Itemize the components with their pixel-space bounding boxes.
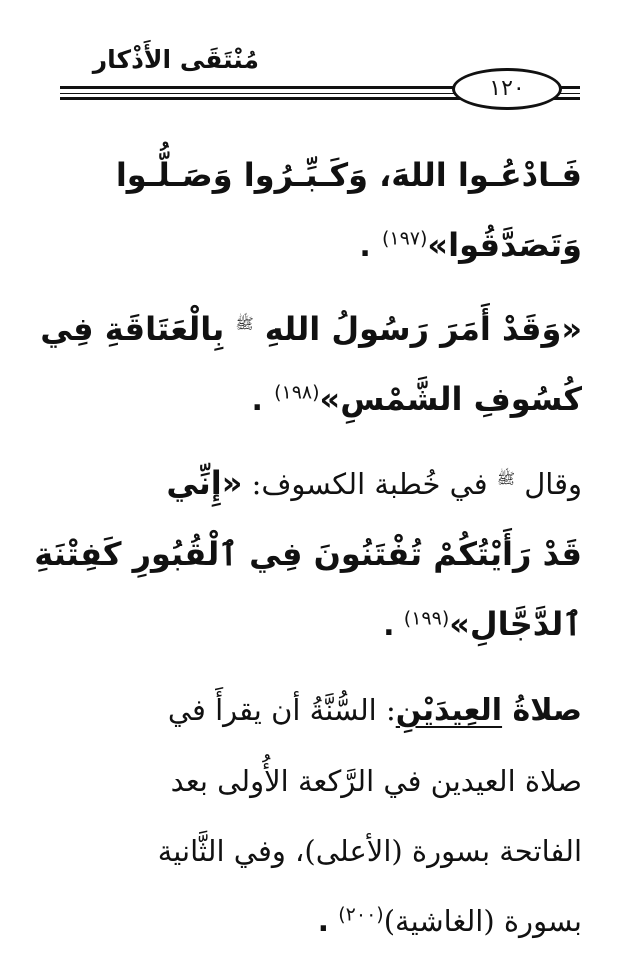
section-heading-prefix: صلاةُ — [512, 693, 582, 728]
footnote-marker-197: (١٩٧) — [381, 227, 428, 250]
footnote-marker-198: (١٩٨) — [274, 381, 320, 404]
footnote-marker-200: (٢٠٠) — [338, 903, 384, 926]
hadith-2-line-1 — [40, 294, 582, 364]
hadith-1-line-2-text: وَتَصَدَّقُوا» — [427, 226, 582, 264]
page-number: ١٢٠ — [452, 68, 562, 110]
hadith-2-line-2 — [57, 364, 582, 436]
hadith-paragraph-2 — [40, 294, 582, 436]
honorific-salutation-icon: ﷺ — [496, 469, 515, 488]
eid-line-2: صلاة العيدين في الرَّكعة الأُولى بعد — [170, 764, 582, 798]
hadith-3-line-3-text: ٱلدَّجَّالِ» — [449, 605, 582, 643]
eid-period: . — [317, 904, 330, 939]
section-heading-eids: العِيدَيْنِ — [395, 693, 503, 728]
hadith-3-line-2: قَدْ رَأَيْتُكُمْ تُفْتَنُونَ فِي ٱلْقُبُورِ كَفِتْنَةِ — [34, 535, 582, 573]
section-heading — [396, 693, 582, 728]
eid-line-4 — [57, 886, 582, 957]
eid-line-1-text: السُّنَّةُ أن يقرأَ في — [167, 693, 377, 727]
eid-line-4-text: بسورة (الغاشية) — [383, 904, 582, 938]
hadith-3-period: . — [383, 608, 395, 643]
page-body — [34, 140, 582, 957]
hadith-paragraph-1 — [57, 140, 582, 282]
eid-line-1 — [57, 675, 582, 746]
hadith-2-line-1-after: بِالْعَتَاقَةِ فِي — [40, 310, 225, 348]
hadith-3-intro-before: وقال — [524, 467, 582, 501]
hadith-2-period: . — [251, 383, 263, 418]
hadith-3-intro-after: في خُطبة الكسوف: — [251, 467, 488, 501]
eid-line-3: الفاتحة بسورة (الأعلى)، وفي الثَّانية — [157, 834, 582, 868]
hadith-3-quote-start: «إِنِّي — [166, 464, 243, 502]
honorific-salutation-icon: ﷺ — [235, 314, 254, 333]
running-header-title: مُنْتَقَى الأَذْكار — [92, 45, 259, 74]
hadith-1-line-2 — [57, 210, 582, 282]
hadith-1-line-1: فَـادْعُـوا اللهَ، وَكَـبِّـرُوا وَصَـلُّـوا — [115, 156, 582, 194]
hadith-2-line-1-before: «وَقَدْ أَمَرَ رَسُولُ اللهِ — [264, 310, 582, 348]
hadith-1-period: . — [359, 229, 371, 264]
hadith-paragraph-3 — [34, 448, 582, 661]
section-heading-colon: : — [385, 693, 396, 727]
hadith-2-line-2-text: كُسُوفِ الشَّمْسِ» — [319, 380, 582, 418]
hadith-3-line-1 — [57, 448, 582, 519]
eid-prayer-paragraph — [57, 675, 582, 957]
hadith-3-line-3 — [57, 589, 582, 661]
footnote-marker-199: (١٩٩) — [403, 607, 450, 630]
